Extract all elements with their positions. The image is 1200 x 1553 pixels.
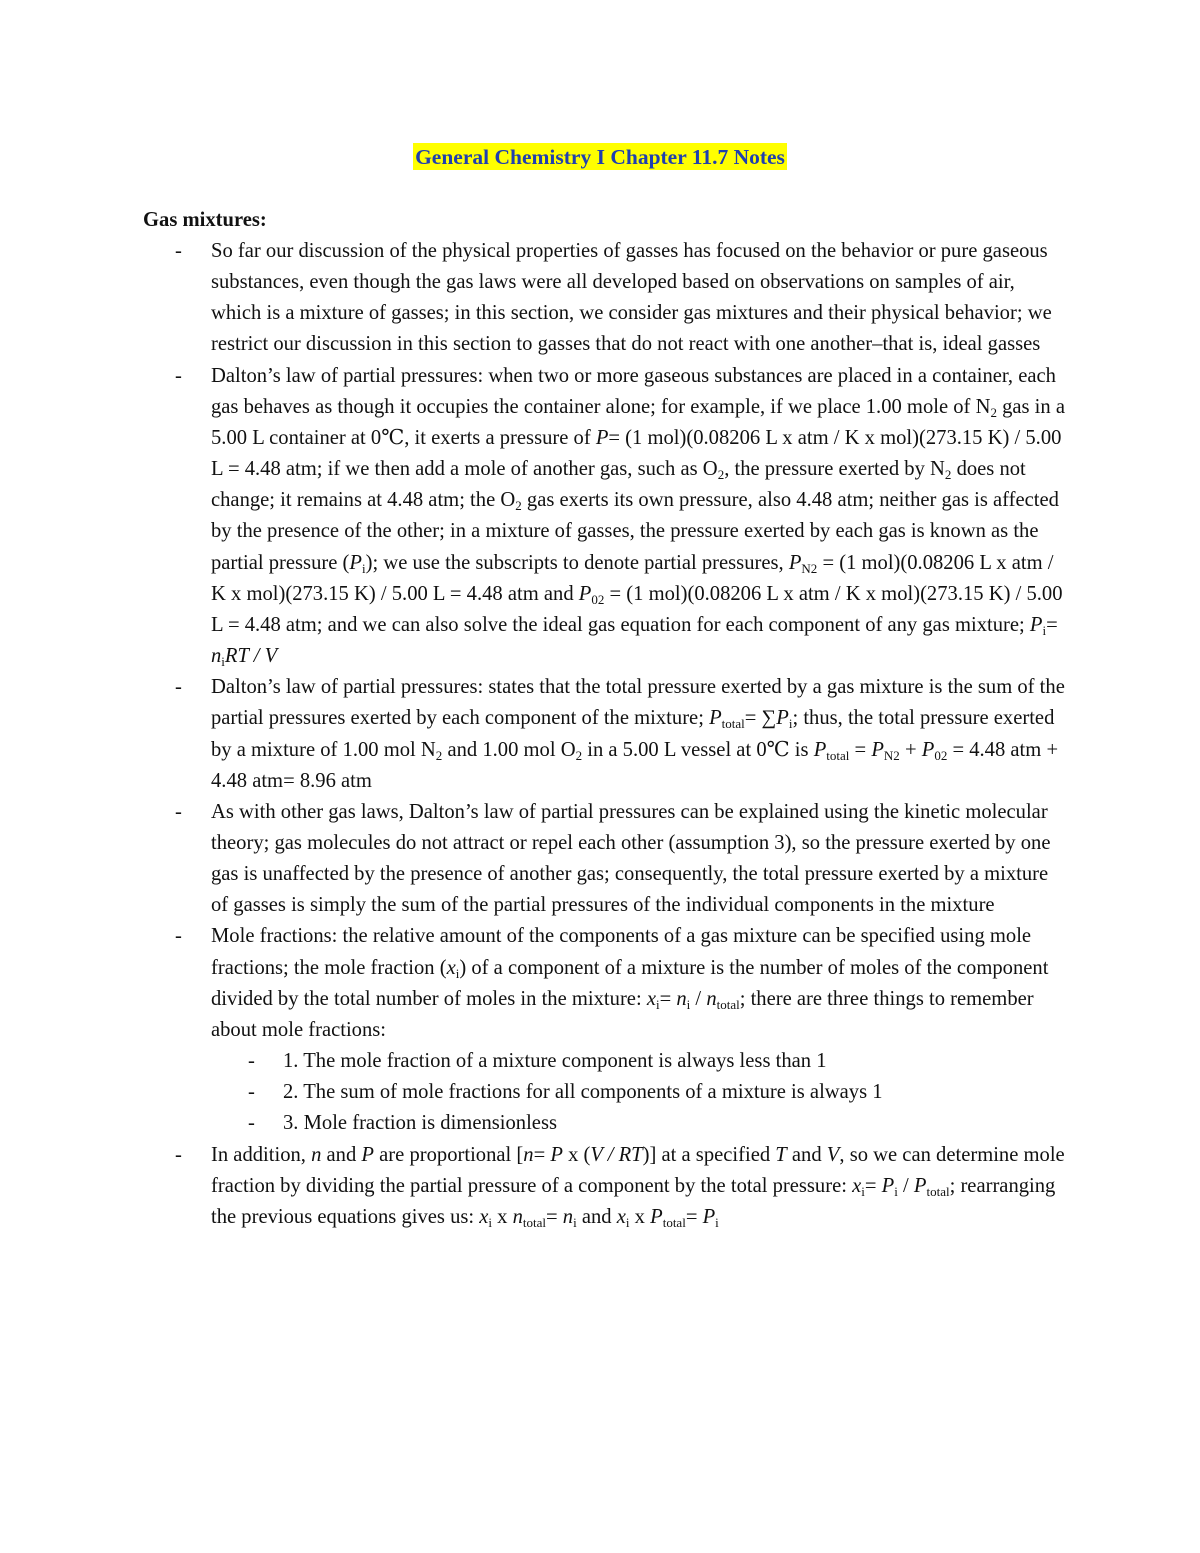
text-run: and 1.00 mol O xyxy=(442,738,576,761)
subscript: i xyxy=(894,1183,898,1199)
subscript: i xyxy=(788,716,793,732)
variable: P xyxy=(921,738,935,761)
text-run: and xyxy=(576,1205,617,1228)
subscript: i xyxy=(715,1214,719,1230)
variable: P xyxy=(578,582,592,605)
subscript: i xyxy=(861,1183,865,1199)
bullet-daltons-law-partial-pressures xyxy=(175,361,1066,673)
text-run: = 4.48 atm + 4.48 atm= 8.96 atm xyxy=(211,738,1059,792)
subscript: 2 xyxy=(515,498,522,514)
text-run: and xyxy=(786,1143,827,1166)
variable: n xyxy=(523,1143,534,1166)
variable: P xyxy=(550,1143,563,1166)
sub-bullet-item xyxy=(248,1046,1063,1077)
variable: n xyxy=(311,1143,322,1166)
variable: n xyxy=(676,987,687,1010)
text-run: are proportional [ xyxy=(374,1143,524,1166)
text-run: = (1 mol)(0.08206 L x atm / K x mol)(273.15 K) / 5.00 L = 4.48 atm and xyxy=(211,551,1054,605)
text-run: ) of a component of a mixture is the number of moles of the component divided by the total number of moles in the mixture: xyxy=(211,956,1049,1010)
text-run: gas exerts its own pressure, also 4.48 atm; neither gas is affected by the presence of the other; in a mixture of gasses, the pressure exerted by each gas is known as the partial pressure ( xyxy=(211,489,1059,574)
variable: x xyxy=(852,1174,862,1197)
text-run: Dalton’s law of partial pressures: when two or more gaseous substances are placed in a container, each gas behaves as though it occupies the container alone; for example, if we place 1.00 mole of N xyxy=(211,364,1056,418)
text-run: ); we use the subscripts to denote partial pressures, xyxy=(365,551,789,574)
text-run: = xyxy=(533,1143,551,1166)
text-run: Mole fractions: the relative amount of the components of a gas mixture can be specified using mole fractions; the mole fraction ( xyxy=(211,925,1032,979)
subscript: total xyxy=(662,1214,686,1230)
text-run: )] at a specified xyxy=(642,1143,776,1166)
sub-bullet-item xyxy=(248,1108,1063,1139)
bullet-list xyxy=(0,236,1200,1233)
bullet-mole-fractions xyxy=(175,921,1066,1046)
text-run: / xyxy=(690,987,707,1010)
variable: V / RT xyxy=(590,1143,643,1166)
text-run: = xyxy=(849,738,872,761)
variable: P xyxy=(881,1174,895,1197)
bullet-mole-fraction-pressure xyxy=(175,1140,1066,1233)
text-run: = xyxy=(659,987,677,1010)
text-run: x xyxy=(629,1205,651,1228)
variable: x xyxy=(646,987,656,1010)
bullet-dash: - xyxy=(175,364,182,387)
variable: P xyxy=(349,551,362,574)
bullet-dash: - xyxy=(175,925,182,948)
section-heading: Gas mixtures: xyxy=(143,209,267,231)
variable: P xyxy=(1029,613,1043,636)
text-run: = xyxy=(1046,613,1058,636)
subscript: i xyxy=(221,654,225,670)
variable: x xyxy=(479,1205,489,1228)
bullet-dash: - xyxy=(175,1143,182,1166)
sub-bullet-item xyxy=(248,1077,1063,1108)
subscript: i xyxy=(573,1214,577,1230)
variable: P xyxy=(595,426,609,449)
subscript: i xyxy=(625,1214,630,1230)
variable: P xyxy=(650,1205,663,1228)
subscript: i xyxy=(1042,622,1047,638)
sub-bullet-text: 3. Mole fraction is dimensionless xyxy=(283,1112,557,1135)
subscript: total xyxy=(721,716,745,732)
text-run: x xyxy=(492,1205,513,1228)
variable: x xyxy=(446,956,456,979)
subscript: i xyxy=(655,996,660,1012)
subscript: 2 xyxy=(435,747,443,763)
text-run: = (1 mol)(0.08206 L x atm / K x mol)(273.15 K) / 5.00 L = 4.48 atm; and we can also solve the ideal gas equation for each component of any gas mixture; xyxy=(211,582,1063,636)
text-run: = xyxy=(546,1205,563,1228)
variable: n xyxy=(706,987,717,1010)
bullet-total-pressure xyxy=(175,672,1066,797)
text-run: / xyxy=(897,1174,914,1197)
text-run: = xyxy=(685,1205,703,1228)
bullet-dash: - xyxy=(248,1050,255,1073)
bullet-dash: - xyxy=(175,800,182,823)
text-run: = xyxy=(864,1174,882,1197)
variable: P xyxy=(788,551,802,574)
bullet-dash: - xyxy=(248,1081,255,1104)
subscript: 2 xyxy=(717,467,725,483)
text-run: , so we can determine mole fraction by dividing the partial pressure of a component by the total pressure: xyxy=(211,1143,1065,1197)
text-run: Dalton’s law of partial pressures: states that the total pressure exerted by a gas mixture is the sum of the partial pressures exerted by each component of the mixture; xyxy=(211,676,1065,730)
bullet-kinetic-molecular-theory xyxy=(175,797,1066,922)
subscript: i xyxy=(686,996,691,1012)
text-run: , the pressure exerted by N xyxy=(724,458,945,481)
text-run: + xyxy=(899,738,922,761)
subscript: 02 xyxy=(591,591,605,607)
subscript: total xyxy=(522,1214,547,1230)
text-run: In addition, xyxy=(211,1143,312,1166)
title-block xyxy=(0,142,1200,172)
text-run: in a 5.00 L vessel at 0℃ is xyxy=(582,738,814,761)
subscript: N2 xyxy=(801,560,818,576)
variable: P xyxy=(913,1174,927,1197)
variable: P xyxy=(709,707,722,730)
variable: n xyxy=(512,1205,523,1228)
text-run: ; there are three things to remember about mole fractions: xyxy=(211,987,1034,1041)
variable: RT / V xyxy=(224,645,278,668)
variable: P xyxy=(871,738,884,761)
text-run: ; thus, the total pressure exerted by a mixture of 1.00 mol N xyxy=(211,707,1055,761)
bullet-text: So far our discussion of the physical properties of gasses has focused on the behavior or pure gaseous substances, even though the gas laws were all developed based on observations on samples of air, which is a mixture of gasses; in this section, we consider gas mixtures and their physical behavior; we restrict our discussion in this section to gasses that do not react with one another–that is, ideal gasses xyxy=(211,240,1052,356)
subscript: i xyxy=(361,560,366,576)
bullet-dash: - xyxy=(175,240,182,262)
text-run: does not change; it remains at 4.48 atm; the O xyxy=(211,458,1026,512)
subscript: 02 xyxy=(934,747,948,763)
subscript: i xyxy=(488,1214,493,1230)
variable: V xyxy=(826,1143,840,1166)
variable: x xyxy=(616,1205,626,1228)
variable: P xyxy=(702,1205,716,1228)
text-run: gas in a 5.00 L container at 0℃, it exerts a pressure of xyxy=(211,395,1065,449)
variable: P xyxy=(361,1143,375,1166)
subscript: total xyxy=(926,1183,950,1199)
subscript: 2 xyxy=(575,747,583,763)
text-run: and xyxy=(321,1143,362,1166)
subscript: N2 xyxy=(883,747,900,763)
subscript: 2 xyxy=(990,404,997,420)
text-run: = (1 mol)(0.08206 L x atm / K x mol)(273.15 K) / 5.00 L = 4.48 atm; if we then add a mole of another gas, such as O xyxy=(211,426,1062,481)
variable: n xyxy=(562,1205,574,1228)
subscript: total xyxy=(826,747,850,763)
subscript: total xyxy=(716,996,740,1012)
variable: P xyxy=(776,707,789,730)
subscript: i xyxy=(455,965,460,981)
document-title: General Chemistry I Chapter 11.7 Notes xyxy=(415,145,785,169)
bullet-gas-mixtures-intro xyxy=(175,236,1066,361)
subscript: 2 xyxy=(944,467,952,483)
variable: n xyxy=(211,645,222,668)
bullet-dash: - xyxy=(248,1112,255,1135)
text-run: = ∑ xyxy=(744,707,777,730)
bullet-text: As with other gas laws, Dalton’s law of partial pressures can be explained using the kinetic molecular theory; gas molecules do not attract or repel each other (assumption 3), so the pressure exerted by one gas is unaffected by the presence of another gas; consequently, the total pressure exerted by a mixture of gasses is simply the sum of the partial pressures of the individual components in the mixture xyxy=(211,800,1051,917)
sub-bullet-text: 1. The mole fraction of a mixture component is always less than 1 xyxy=(283,1050,827,1073)
text-run: x ( xyxy=(562,1143,591,1166)
sub-bullet-text: 2. The sum of mole fractions for all components of a mixture is always 1 xyxy=(283,1081,883,1104)
variable: P xyxy=(813,738,827,761)
variable: T xyxy=(775,1143,787,1166)
text-run: ; rearranging the previous equations gives us: xyxy=(211,1174,1056,1228)
bullet-dash: - xyxy=(175,676,182,699)
